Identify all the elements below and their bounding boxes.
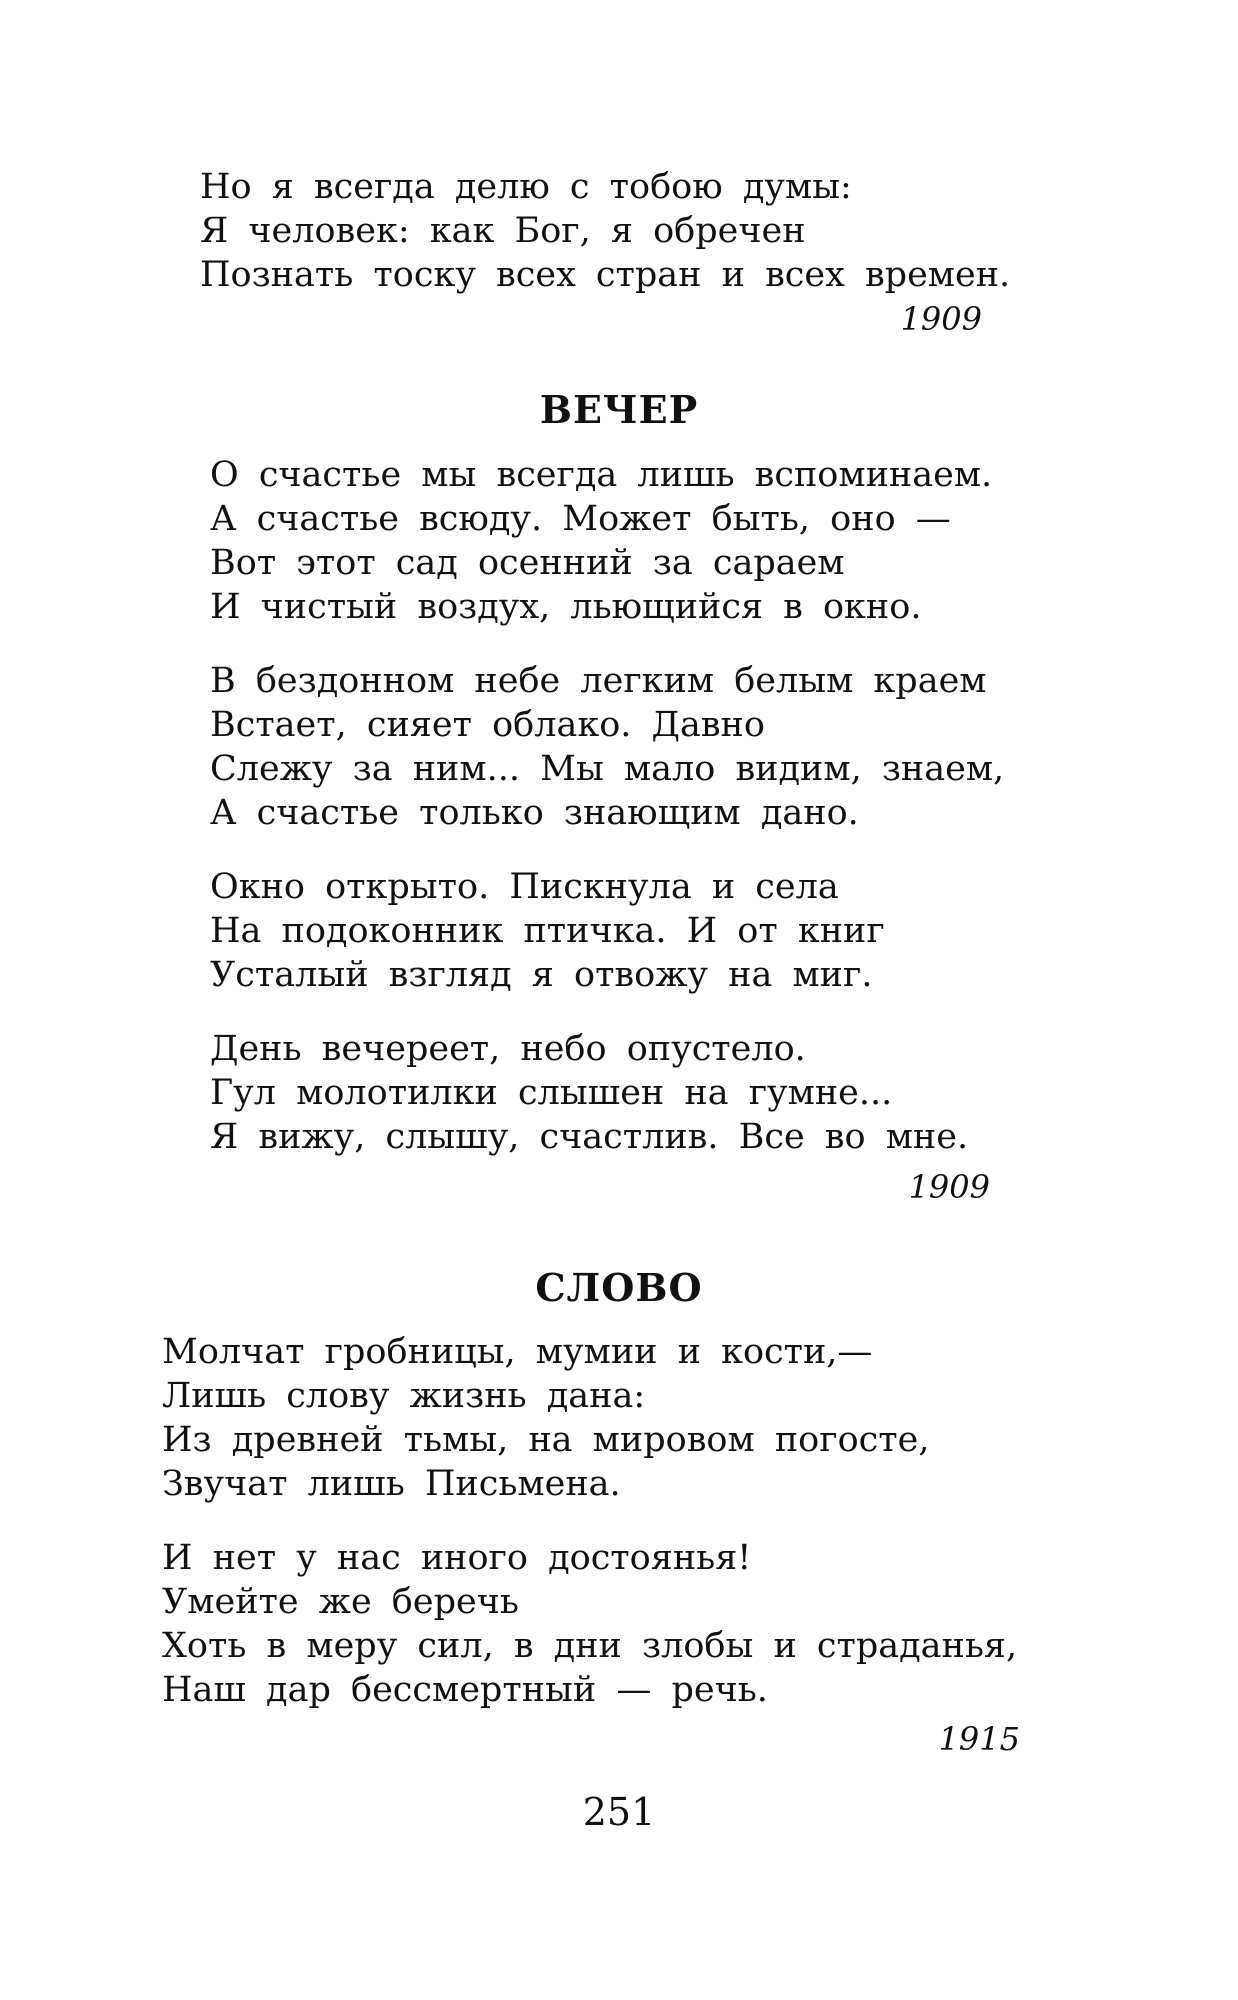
verse-line: А счастье только знающим дано.	[210, 793, 859, 833]
stanza	[162, 1330, 1017, 1506]
verse-line: Окно открыто. Пискнула и села	[210, 867, 839, 907]
verse-line: Слежу за ним... Мы мало видим, знаем,	[210, 749, 1005, 789]
poem-body	[162, 1330, 1017, 1712]
stanza	[210, 659, 1004, 835]
stanza	[210, 453, 1004, 629]
poem-title: СЛОВО	[535, 1265, 703, 1310]
verse-line: Познать тоску всех стран и всех времен.	[200, 255, 1011, 295]
verse-line: Молчат гробницы, мумии и кости,—	[162, 1332, 873, 1372]
verse-line: Усталый взгляд я отвожу на миг.	[210, 955, 873, 995]
verse-line: И чистый воздух, льющийся в окно.	[210, 587, 922, 627]
verse-line: Звучат лишь Письмена.	[162, 1464, 621, 1504]
verse-line: Лишь слову жизнь дана:	[162, 1376, 646, 1416]
verse-line: Хоть в меру сил, в дни злобы и страданья,	[162, 1626, 1018, 1666]
verse-line: Я человек: как Бог, я обречен	[200, 211, 806, 251]
verse-line: Вот этот сад осенний за сараем	[210, 543, 845, 583]
poem-body	[210, 453, 1004, 1159]
verse-line: Умейте же беречь	[162, 1582, 519, 1622]
verse-line: Гул молотилки слышен на гумне...	[210, 1073, 893, 1113]
verse-line: О счастье мы всегда лишь вспоминаем.	[210, 455, 993, 495]
verse-line: И нет у нас иного достоянья!	[162, 1538, 752, 1578]
verse-line: Встает, сияет облако. Давно	[210, 705, 765, 745]
verse-line: Наш дар бессмертный — речь.	[162, 1670, 768, 1710]
poem-date: 1909	[900, 300, 982, 338]
page-number: 251	[582, 1790, 656, 1834]
stanza	[210, 1027, 1004, 1159]
verse-line: А счастье всюду. Может быть, оно —	[210, 499, 951, 539]
verse-line: Я вижу, слышу, счастлив. Все во мне.	[210, 1117, 969, 1157]
poem-date: 1915	[938, 1720, 1020, 1758]
poem-fragment	[200, 165, 1010, 297]
poem-title: ВЕЧЕР	[539, 387, 699, 432]
verse-line: На подоконник птичка. И от книг	[210, 911, 885, 951]
verse-line: В бездонном небе легким белым краем	[210, 661, 987, 701]
verse-line: Из древней тьмы, на мировом погосте,	[162, 1420, 930, 1460]
stanza	[210, 865, 1004, 997]
poem-date: 1909	[908, 1168, 990, 1206]
verse-line: Но я всегда делю с тобою думы:	[200, 167, 852, 207]
stanza	[162, 1536, 1017, 1712]
verse-line: День вечереет, небо опустело.	[210, 1029, 806, 1069]
